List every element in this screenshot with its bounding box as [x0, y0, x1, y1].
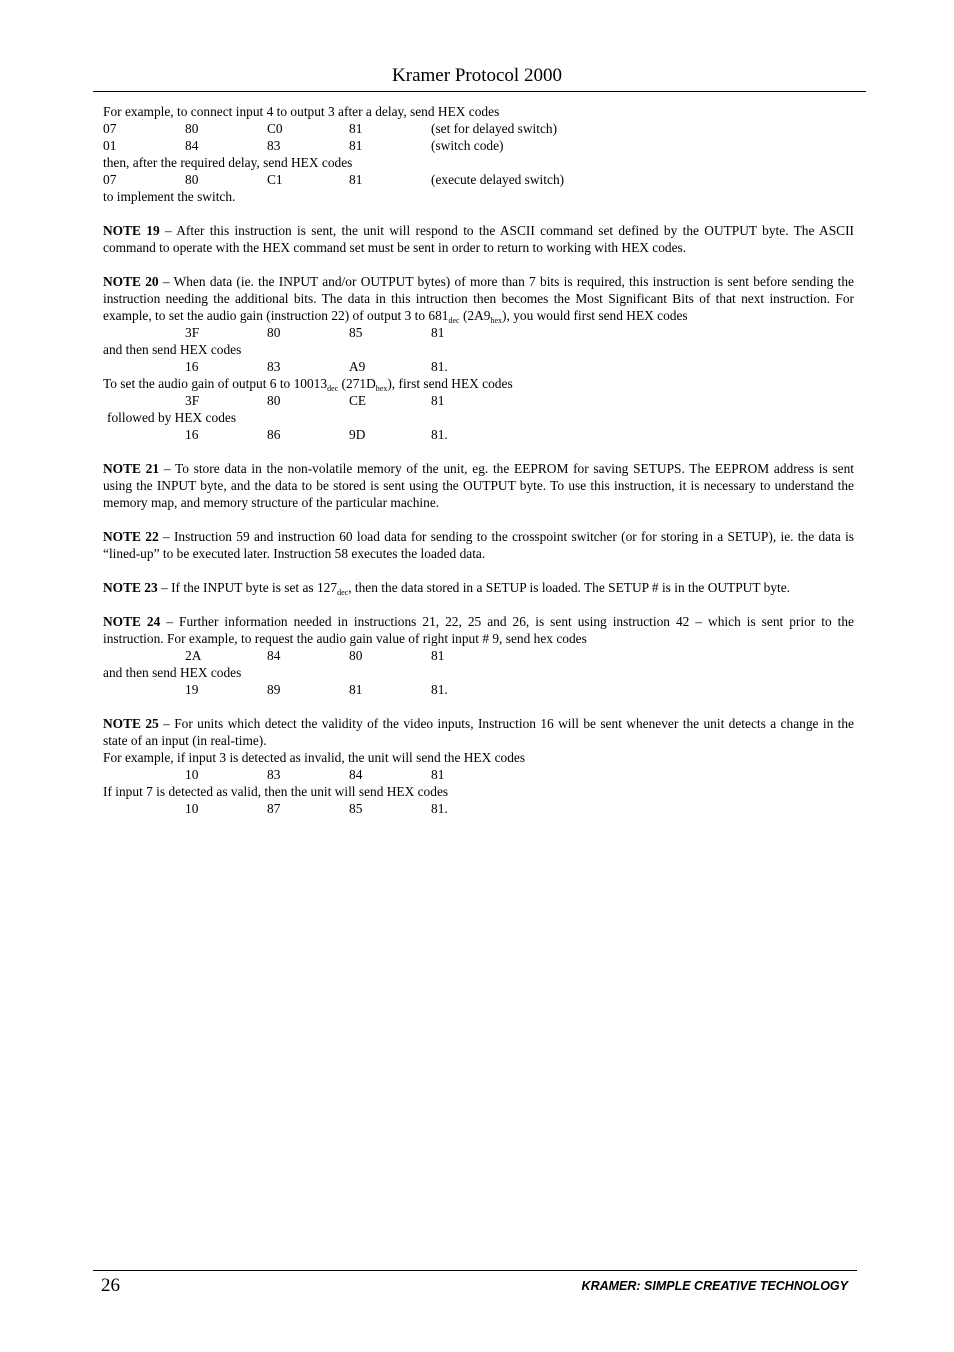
hex-code: 80 [185, 121, 199, 136]
hex-code: 01 [103, 138, 117, 153]
note-label: NOTE 19 [103, 223, 160, 238]
hex-code-comment: (set for delayed switch) [431, 121, 558, 136]
hex-code: 16 [185, 359, 199, 374]
note-text: – When data (ie. the INPUT and/or OUTPUT bytes) of more than 7 bits is required, this instruction is sent before sending the instruction needing the additional bits. The data in this intruction then becomes the Most Significant Bits of that next instruction. For example, to set the audio gain (instruction 22) of output 3 to 681 [103, 274, 854, 323]
hex-code: 81 [349, 172, 363, 187]
note-label: NOTE 23 [103, 580, 158, 595]
note-25 [103, 715, 854, 749]
hex-code-row [103, 392, 854, 409]
hex-code: C1 [267, 172, 283, 187]
subscript: dec [448, 316, 460, 325]
hex-code-row [103, 137, 854, 154]
hex-code: 85 [349, 325, 363, 340]
note-text: To set the audio gain of output 6 to 10013 [103, 376, 328, 391]
hex-code: 83 [267, 138, 281, 153]
hex-code: 84 [267, 648, 281, 663]
hex-code: 07 [103, 172, 117, 187]
hex-code-row [103, 681, 854, 698]
hex-code: 80 [267, 393, 281, 408]
example-intro: For example, to connect input 4 to output 3 after a delay, send HEX codes [103, 104, 500, 119]
subscript: dec [327, 384, 339, 393]
note-text: (2A9 [459, 308, 491, 323]
hex-code-comment: (switch code) [431, 138, 504, 153]
note-24 [103, 613, 854, 647]
note-text-line: and then send HEX codes [103, 342, 242, 357]
note-23 [103, 579, 854, 596]
hex-code: 89 [267, 682, 281, 697]
hex-code-row [103, 120, 854, 137]
note-text: (271D [338, 376, 376, 391]
page-header-title: Kramer Protocol 2000 [392, 65, 562, 86]
hex-code: 07 [103, 121, 117, 136]
note-label: NOTE 24 [103, 614, 161, 629]
hex-code: 81. [431, 682, 448, 697]
note-text: , then the data stored in a SETUP is loaded. The SETUP # is in the OUTPUT byte. [348, 580, 791, 595]
hex-code: 81 [349, 682, 363, 697]
hex-code: 9D [349, 427, 366, 442]
hex-code: 83 [267, 359, 281, 374]
note-label: NOTE 21 [103, 461, 160, 476]
note-text-line [103, 375, 854, 392]
hex-code: 84 [185, 138, 199, 153]
hex-code: 80 [185, 172, 199, 187]
hex-code: 81. [431, 427, 448, 442]
note-label: NOTE 25 [103, 716, 159, 731]
footer-brand: KRAMER: SIMPLE CREATIVE TECHNOLOGY [581, 1279, 848, 1293]
hex-code-row [103, 766, 854, 783]
hex-code: 80 [267, 325, 281, 340]
note-21 [103, 460, 854, 511]
hex-code: 81. [431, 801, 448, 816]
hex-code: 2A [185, 648, 202, 663]
note-text-line: For example, if input 3 is detected as invalid, the unit will send the HEX codes [103, 750, 526, 765]
example-outro: to implement the switch. [103, 189, 236, 204]
subscript: hex [490, 316, 503, 325]
note-label: NOTE 20 [103, 274, 159, 289]
footer-rule [93, 1270, 857, 1271]
note-text: – Further information needed in instructions 21, 22, 25 and 26, is sent using instruction 42 – which is sent prior to the instruction. For example, to request the audio gain value of right input # 9, send hex codes [103, 614, 854, 646]
note-label: NOTE 22 [103, 529, 159, 544]
hex-code: 19 [185, 682, 199, 697]
hex-code: 3F [185, 325, 200, 340]
note-text: – For units which detect the validity of the video inputs, Instruction 16 will be sent whenever the unit detects a change in the state of an input (in real-time). [103, 716, 855, 748]
hex-code: 16 [185, 427, 199, 442]
hex-code: 81 [431, 393, 445, 408]
hex-code-row [103, 647, 854, 664]
note-text: – To store data in the non-volatile memory of the unit, eg. the EEPROM for saving SETUPS. The EEPROM address is sent using the INPUT byte, and the data to be stored is sent using the OUTPUT byte. To use this instruction, it is necessary to understand the memory map, and memory structure of the particular machine. [103, 461, 854, 510]
hex-code: 84 [349, 767, 363, 782]
hex-code: 85 [349, 801, 363, 816]
note-text: – Instruction 59 and instruction 60 load data for sending to the crosspoint switcher (or for storing in a SETUP), ie. the data is “lined-up” to be executed later. Instruction 58 executes the loaded data. [103, 529, 854, 561]
hex-code-comment: (execute delayed switch) [431, 172, 565, 187]
hex-code-row [103, 800, 854, 817]
subscript: dec [337, 588, 349, 597]
hex-code: 81 [431, 325, 445, 340]
header-rule [93, 91, 866, 92]
hex-code-row [103, 324, 854, 341]
note-text: – After this instruction is sent, the unit will respond to the ASCII command set defined by the OUTPUT byte. The ASCII command to operate with the HEX command set must be sent in order to return to working with HEX codes. [103, 223, 854, 255]
note-19 [103, 222, 854, 256]
note-text: ), you would first send HEX codes [502, 308, 688, 323]
note-text: – If the INPUT byte is set as 127 [157, 580, 338, 595]
hex-code: 81 [349, 121, 363, 136]
note-text-line: If input 7 is detected as valid, then the unit will send HEX codes [103, 784, 449, 799]
note-text-line: followed by HEX codes [107, 410, 237, 425]
page-number: 26 [101, 1275, 120, 1296]
hex-code: A9 [349, 359, 366, 374]
hex-code: C0 [267, 121, 283, 136]
hex-code: 10 [185, 801, 199, 816]
page-content [103, 103, 854, 817]
note-text: ), first send HEX codes [387, 376, 513, 391]
hex-code: 81. [431, 359, 448, 374]
hex-code: CE [349, 393, 367, 408]
hex-code: 3F [185, 393, 200, 408]
note-22 [103, 528, 854, 562]
hex-code: 86 [267, 427, 281, 442]
note-20 [103, 273, 854, 324]
hex-code-row [103, 171, 854, 188]
hex-code: 87 [267, 801, 281, 816]
hex-code: 81 [349, 138, 363, 153]
subscript: hex [375, 384, 388, 393]
hex-code: 83 [267, 767, 281, 782]
hex-code-row [103, 358, 854, 375]
hex-code: 81 [431, 648, 445, 663]
hex-code-row [103, 426, 854, 443]
example-mid: then, after the required delay, send HEX codes [103, 155, 353, 170]
note-text-line: and then send HEX codes [103, 665, 242, 680]
hex-code: 10 [185, 767, 199, 782]
hex-code: 81 [431, 767, 445, 782]
hex-code: 80 [349, 648, 363, 663]
